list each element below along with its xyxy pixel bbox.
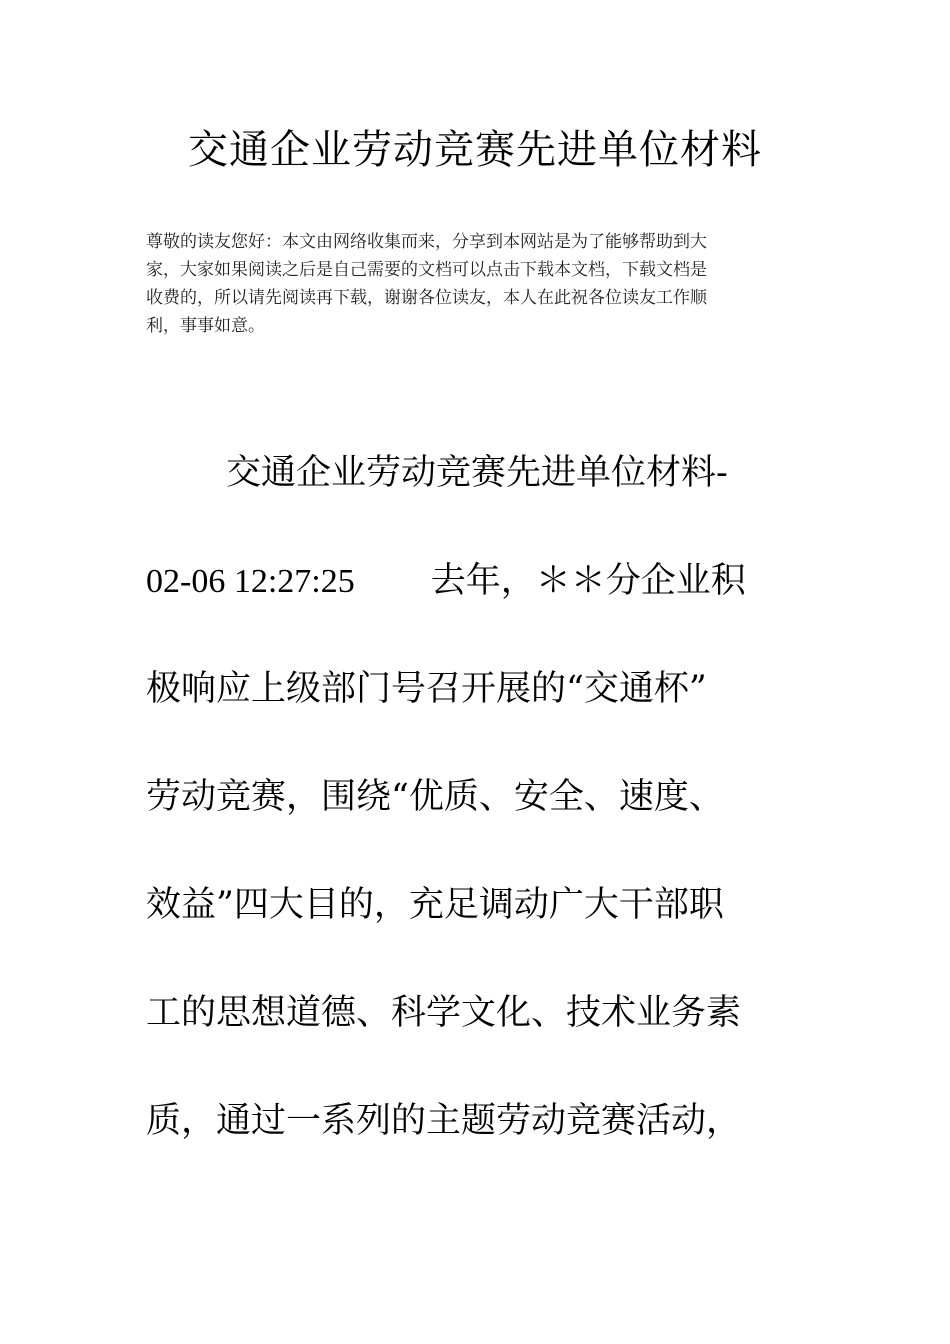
body-line: 极响应上级部门号召开展的“交通杯” <box>146 669 707 709</box>
document-title: 交通企业劳动竞赛先进单位材料 <box>188 127 762 173</box>
body-line: 效益”四大目的，充足调动广大干部职 <box>146 885 724 925</box>
notice-line: 收费的，所以请先阅读再下载，谢谢各位读友，本人在此祝各位读友工作顺 <box>146 288 707 308</box>
body-paragraph <box>146 438 811 1194</box>
body-line: 工的思想道德、科学文化、技术业务素 <box>146 993 742 1033</box>
reader-notice <box>146 228 806 340</box>
body-line-timestamp <box>146 546 811 654</box>
body-line-heading: 交通企业劳动竞赛先进单位材料- <box>226 453 728 493</box>
notice-line: 尊敬的读友您好：本文由网络收集而来，分享到本网站是为了能够帮助到大 <box>146 232 707 252</box>
notice-line: 家，大家如果阅读之后是自己需要的文档可以点击下载本文档，下载文档是 <box>146 260 707 280</box>
notice-line: 利，事事如意。 <box>146 316 265 336</box>
timestamp: 02-06 12:27:25 <box>146 563 355 600</box>
body-text-fragment: 去年，＊＊分企业积 <box>430 561 746 601</box>
body-line: 劳动竞赛，围绕“优质、安全、速度、 <box>146 777 724 817</box>
body-line: 质，通过一系列的主题劳动竞赛活动， <box>146 1101 742 1141</box>
